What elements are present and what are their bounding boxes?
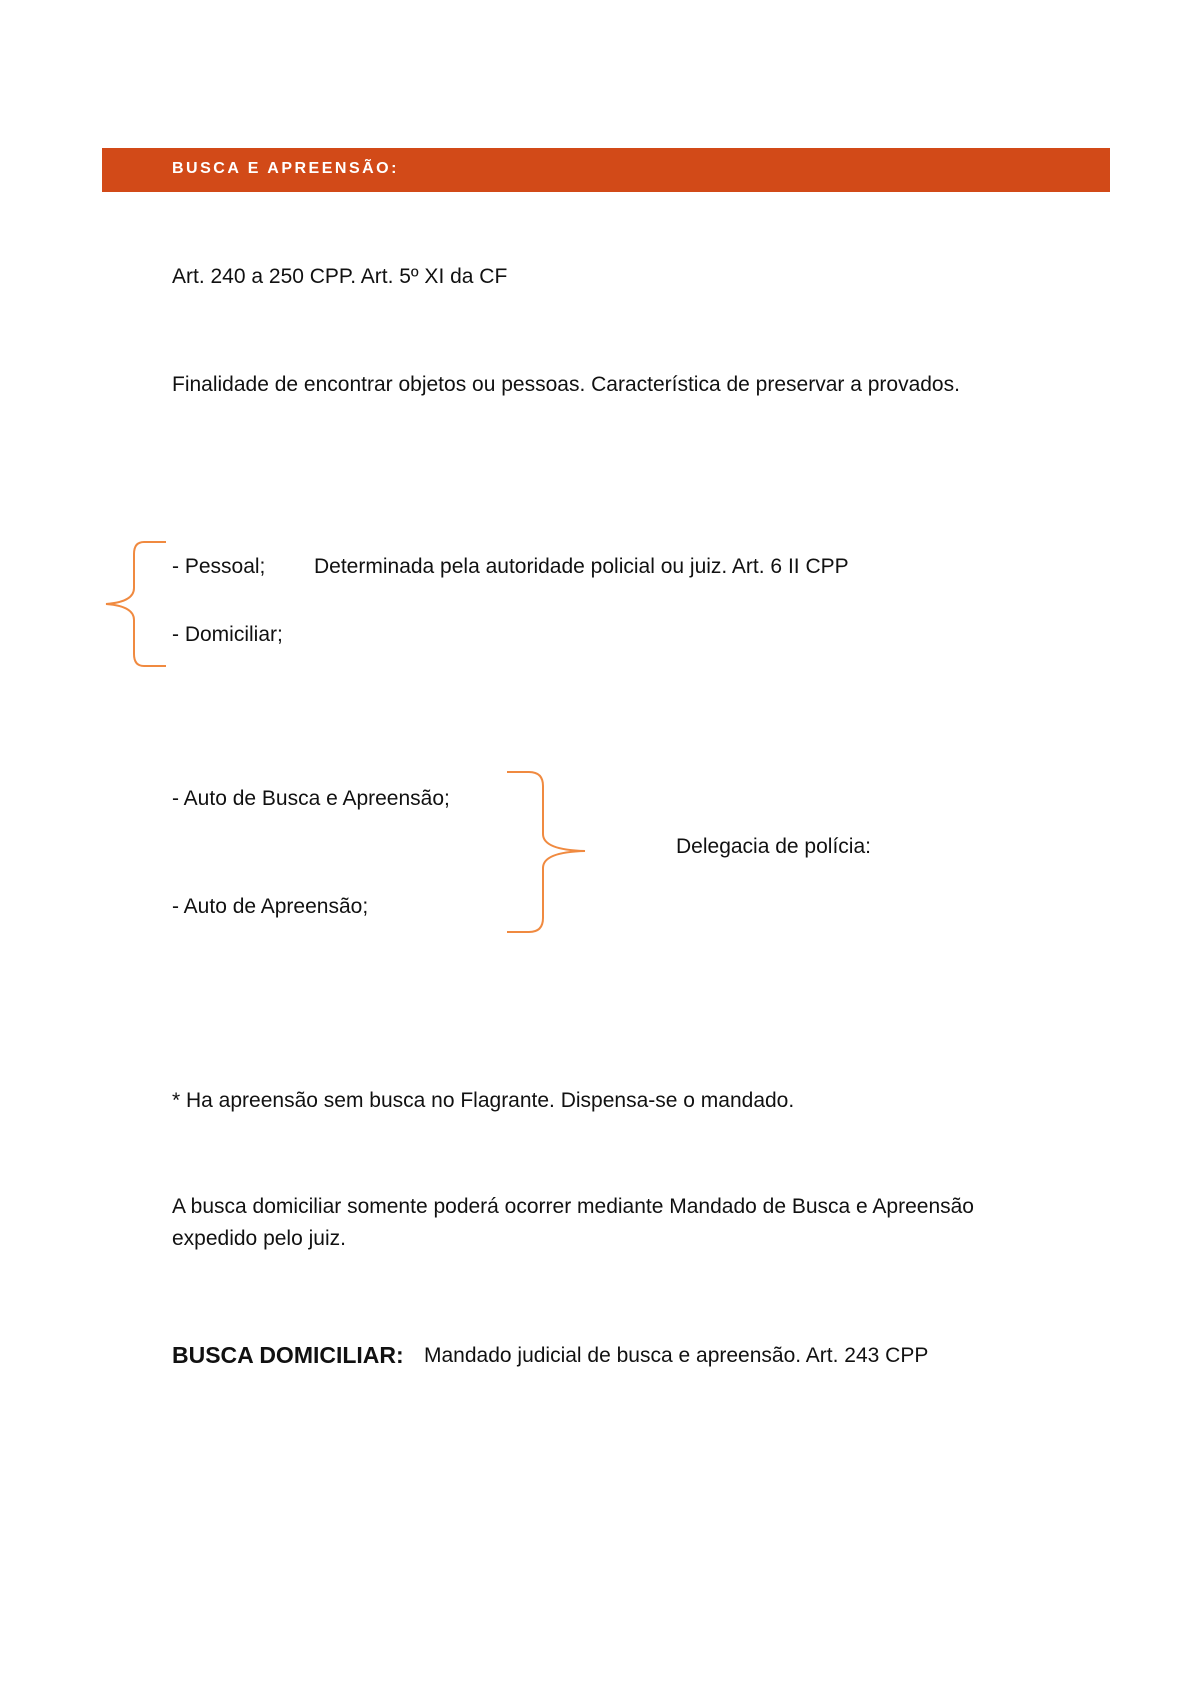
right-brace-icon xyxy=(505,770,585,936)
section-title: BUSCA E APREENSÃO: xyxy=(172,160,399,177)
records-note: Delegacia de polícia: xyxy=(676,835,871,858)
flagrante-note: * Ha apreensão sem busca no Flagrante. Dispensa-se o mandado. xyxy=(172,1089,795,1112)
record-apreensao: - Auto de Apreensão; xyxy=(172,895,369,918)
type-pessoal: - Pessoal; xyxy=(172,555,266,578)
section-header-banner xyxy=(102,148,1110,192)
type-pessoal-note: Determinada pela autoridade policial ou juiz. Art. 6 II CPP xyxy=(314,555,849,578)
type-domiciliar: - Domiciliar; xyxy=(172,623,283,646)
law-reference: Art. 240 a 250 CPP. Art. 5º XI da CF xyxy=(172,265,508,288)
left-brace-icon xyxy=(100,540,170,670)
record-busca-apreensao: - Auto de Busca e Apreensão; xyxy=(172,787,450,810)
home-search-heading: BUSCA DOMICILIAR: xyxy=(172,1342,404,1368)
home-search-detail: Mandado judicial de busca e apreensão. Art. 243 CPP xyxy=(424,1344,929,1367)
home-search-line-1: A busca domiciliar somente poderá ocorrer mediante Mandado de Busca e Apreensão xyxy=(172,1195,974,1218)
purpose-text: Finalidade de encontrar objetos ou pessoas. Característica de preservar a provados. xyxy=(172,373,960,396)
home-search-line-2: expedido pelo juiz. xyxy=(172,1227,346,1250)
